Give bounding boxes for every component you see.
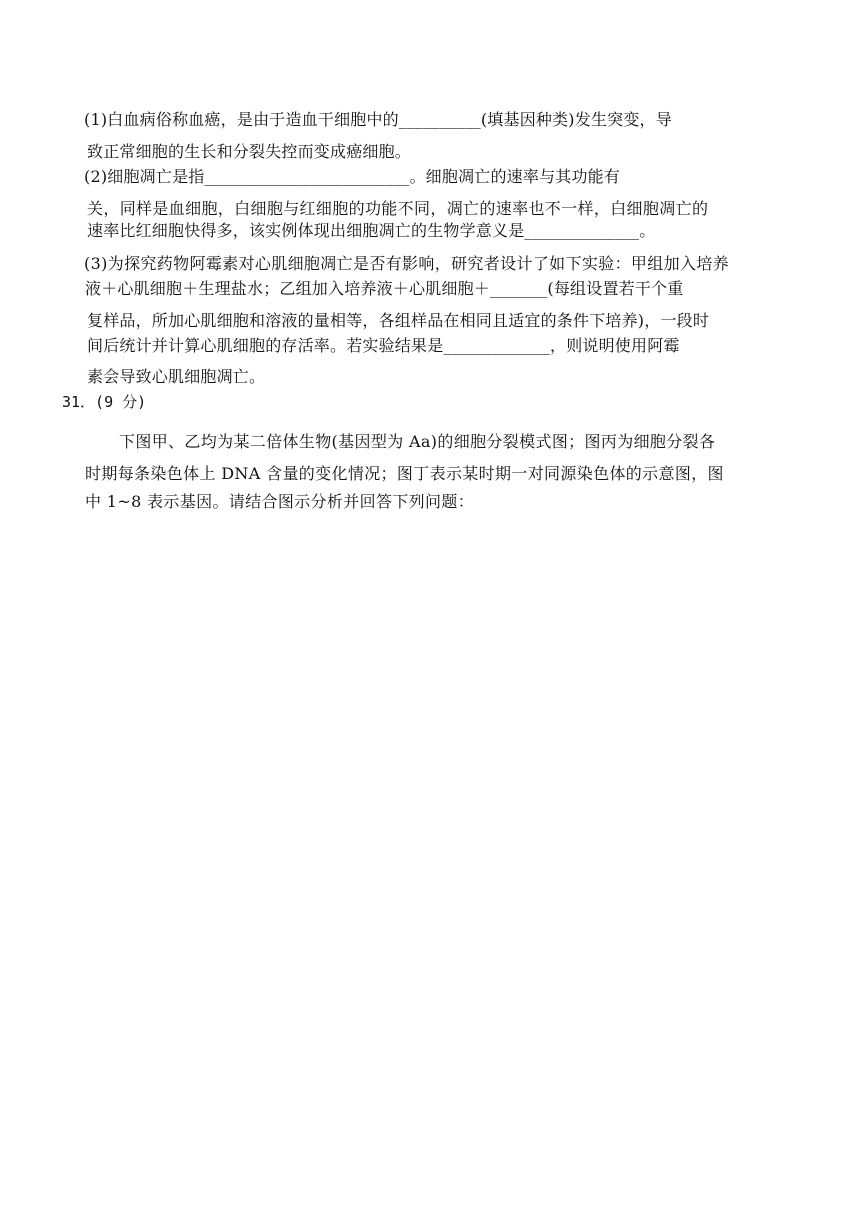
question-30-part-2-line-2: 关，同样是血细胞，白细胞与红细胞的功能不同，凋亡的速率也不一样，白细胞凋亡的 — [87, 199, 709, 218]
question-30-part-3-line-5: 素会导致心肌细胞凋亡。 — [87, 367, 266, 386]
question-31-intro-line-2: 时期每条染色体上 DNA 含量的变化情况；图丁表示某时期一对同源染色体的示意图，图 — [85, 464, 724, 483]
question-30-part-2-line-3: 速率比红细胞快得多，该实例体现出细胞凋亡的生物学意义是______________。 — [87, 221, 656, 240]
question-30-part-1-line-1: (1)白血病俗称血癌，是由于造血干细胞中的__________(填基因种类)发生突变，导 — [84, 110, 672, 129]
question-31-intro-line-3: 中 1~8 表示基因。请结合图示分析并回答下列问题： — [85, 492, 475, 511]
question-30-part-3-line-3: 复样品，所加心肌细胞和溶液的量相等，各组样品在相同且适宜的条件下培养)，一段时 — [87, 311, 710, 330]
question-30-part-3-line-4: 间后统计并计算心肌细胞的存活率。若实验结果是_____________，则说明使用阿霉 — [87, 336, 680, 355]
question-30-part-2-line-1: (2)细胞凋亡是指_________________________。细胞凋亡的速率与其功能有 — [84, 167, 621, 186]
question-30-part-1-line-2: 致正常细胞的生长和分裂失控而变成癌细胞。 — [87, 142, 412, 161]
question-31-header: 31．(9 分) — [62, 393, 147, 411]
question-30-part-3-line-1: (3)为探究药物阿霉素对心肌细胞凋亡是否有影响，研究者设计了如下实验：甲组加入培养 — [84, 254, 730, 273]
question-31-intro-line-1: 下图甲、乙均为某二倍体生物(基因型为 Aa)的细胞分裂模式图；图丙为细胞分裂各 — [119, 432, 716, 451]
question-30-part-3-line-2: 液＋心肌细胞＋生理盐水；乙组加入培养液＋心肌细胞＋_______(每组设置若干个重 — [85, 279, 684, 298]
